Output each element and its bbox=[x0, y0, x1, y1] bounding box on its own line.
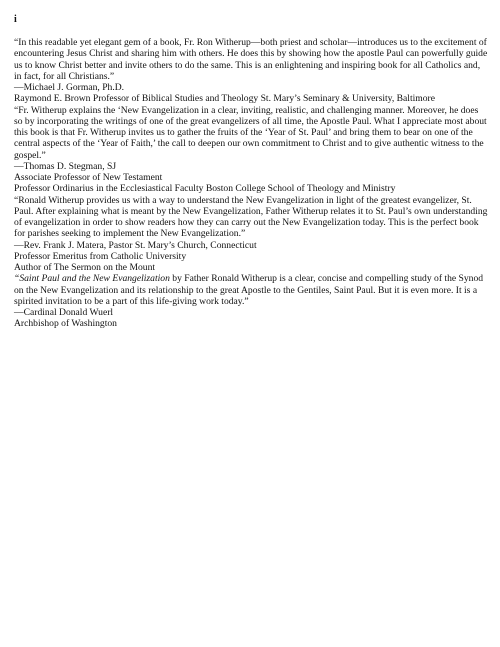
page-number: i bbox=[14, 14, 17, 25]
endorsement-quote: “Ronald Witherup provides us with a way to understand the New Evangelization in light of the greatest evangelizer, St. Paul. After explaining what is meant by the New Evangelization, Father Witherup relates it to St. Paul’s own understanding of evangelization in order to show readers how they can carry out the New Evangelization today. This is the perfect book for parishes seeking to implement the New Evangelization.” bbox=[14, 194, 488, 240]
endorsement-quote: “In this readable yet elegant gem of a book, Fr. Ron Witherup—both priest and scholar—introduces us to the excitement of encountering Jesus Christ and sharing him with others. He does this by showing how the apostle Paul can powerfully guide us to know Christ better and invite others to do the same. This is an enlightening and inspiring book for all Catholics and, in fact, for all Christians.” bbox=[14, 37, 488, 82]
endorsement-3 bbox=[14, 195, 488, 274]
endorsement-quote: “Fr. Witherup explains the ‘New Evangelization in a clear, inviting, realistic, and challenging manner. Moreover, he does so by incorporating the writings of one of the great evangelizers of all time, the Apostle Paul. What I appreciate most about this book is that Fr. Witherup invites us to gather the fruits of the ‘Year of St. Paul’ and bring them to bear on one of the central aspects of the ‘Year of Faith,’ the call to deepen our own commitment to Christ and to give authentic witness to the gospel.” bbox=[14, 104, 487, 161]
endorsement-1 bbox=[14, 37, 488, 105]
endorsement-quote-text: by Father Ronald Witherup is a clear, concise and compelling study of the Synod on the New Evangelization and its relationship to the great Apostle to the Gentiles, Saint Paul. But it is even more. It is a spirited invitation to be a part of this life-giving work today.” bbox=[14, 273, 484, 307]
endorsement-2 bbox=[14, 105, 488, 195]
endorsement-author: —Cardinal Donald Wuerl bbox=[14, 307, 114, 318]
endorsement-affiliation: Author of The Sermon on the Mount bbox=[14, 262, 156, 273]
endorsement-author: —Thomas D. Stegman, SJ bbox=[14, 160, 117, 172]
endorsement-affiliation: Professor Ordinarius in the Ecclesiastical Faculty Boston College School of Theology and Ministry bbox=[14, 183, 396, 195]
endorsement-author: —Michael J. Gorman, Ph.D. bbox=[14, 82, 125, 93]
endorsement-affiliation: Archbishop of Washington bbox=[14, 318, 117, 330]
endorsement-quote bbox=[14, 273, 488, 307]
endorsement-affiliation: Professor Emeritus from Catholic University bbox=[14, 250, 187, 262]
document-page bbox=[14, 14, 488, 330]
endorsement-4 bbox=[14, 273, 488, 329]
endorsement-affiliation: Associate Professor of New Testament bbox=[14, 172, 163, 183]
endorsement-author: —Rev. Frank J. Matera, Pastor St. Mary’s Church, Connecticut bbox=[14, 239, 257, 251]
book-title: “Saint Paul and the New Evangelization bbox=[14, 273, 170, 285]
endorsement-affiliation: Raymond E. Brown Professor of Biblical Studies and Theology St. Mary’s Seminary & University, Baltimore bbox=[14, 93, 436, 105]
